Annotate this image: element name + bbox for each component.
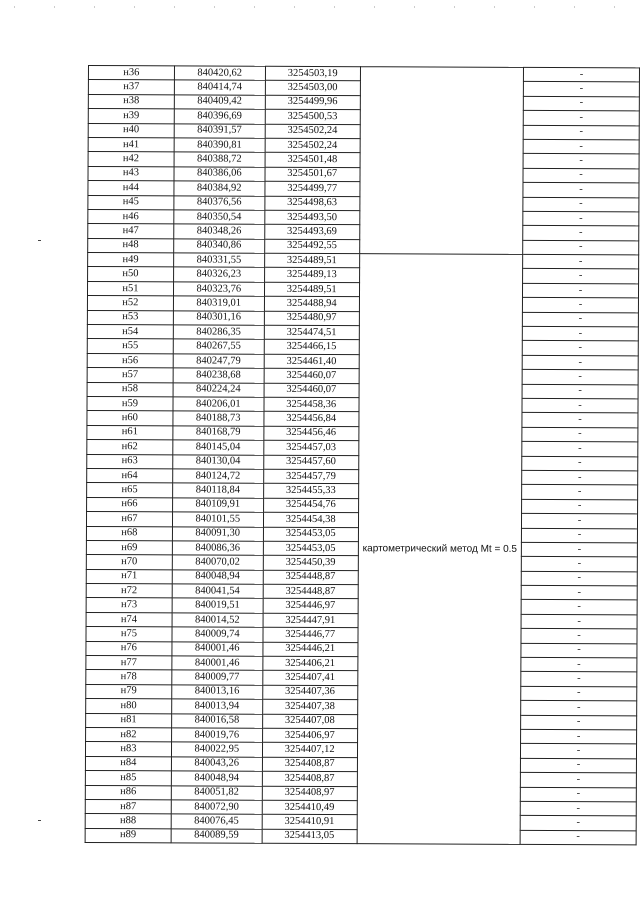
scan-mark bbox=[38, 240, 41, 241]
accuracy-cell: - bbox=[522, 456, 638, 471]
x-coordinate-cell: 840022,95 bbox=[171, 742, 262, 757]
x-coordinate-cell: 840130,04 bbox=[173, 454, 264, 469]
point-name-cell: н63 bbox=[87, 454, 173, 469]
accuracy-cell: - bbox=[524, 67, 640, 82]
accuracy-cell: - bbox=[521, 758, 637, 773]
point-name-cell: н65 bbox=[87, 483, 173, 498]
x-coordinate-cell: 840009,74 bbox=[172, 627, 263, 642]
x-coordinate-cell: 840326,23 bbox=[173, 267, 264, 282]
accuracy-cell: - bbox=[523, 96, 639, 111]
accuracy-cell: - bbox=[521, 585, 637, 600]
x-coordinate-cell: 840376,56 bbox=[174, 195, 265, 210]
x-coordinate-cell: 840118,84 bbox=[172, 483, 263, 498]
point-name-cell: н47 bbox=[88, 224, 174, 239]
x-coordinate-cell: 840016,58 bbox=[171, 713, 262, 728]
y-coordinate-cell: 3254446,77 bbox=[263, 628, 358, 643]
accuracy-cell: - bbox=[522, 470, 638, 485]
accuracy-cell: - bbox=[522, 384, 638, 399]
method-cell bbox=[357, 254, 523, 845]
point-name-cell: н41 bbox=[88, 137, 174, 152]
accuracy-cell: - bbox=[520, 773, 636, 788]
accuracy-cell: - bbox=[523, 298, 639, 313]
x-coordinate-cell: 840043,26 bbox=[171, 757, 262, 772]
y-coordinate-cell: 3254406,97 bbox=[262, 728, 357, 743]
point-name-cell: н56 bbox=[87, 353, 173, 368]
point-name-cell: н79 bbox=[86, 684, 172, 699]
method-text bbox=[360, 160, 522, 161]
x-coordinate-cell: 840301,16 bbox=[173, 311, 264, 326]
y-coordinate-cell: 3254489,13 bbox=[264, 268, 359, 283]
y-coordinate-cell: 3254454,76 bbox=[263, 498, 358, 513]
x-coordinate-cell: 840124,72 bbox=[173, 469, 264, 484]
x-coordinate-cell: 840014,52 bbox=[172, 613, 263, 628]
accuracy-cell: - bbox=[522, 413, 638, 428]
accuracy-cell: - bbox=[523, 125, 639, 140]
x-coordinate-cell: 840224,24 bbox=[173, 382, 264, 397]
accuracy-cell: - bbox=[521, 643, 637, 658]
coordinates-table bbox=[85, 65, 640, 845]
x-coordinate-cell: 840386,06 bbox=[174, 167, 265, 182]
accuracy-cell: - bbox=[523, 269, 639, 284]
point-name-cell: н48 bbox=[88, 238, 174, 253]
x-coordinate-cell: 840391,57 bbox=[174, 123, 265, 138]
point-name-cell: н62 bbox=[87, 440, 173, 455]
accuracy-cell: - bbox=[523, 283, 639, 298]
point-name-cell: н77 bbox=[86, 656, 172, 671]
y-coordinate-cell: 3254453,05 bbox=[263, 541, 358, 556]
y-coordinate-cell: 3254503,00 bbox=[265, 81, 360, 96]
y-coordinate-cell: 3254453,05 bbox=[263, 527, 358, 542]
accuracy-cell: - bbox=[521, 614, 637, 629]
y-coordinate-cell: 3254466,15 bbox=[264, 340, 359, 355]
point-name-cell: н50 bbox=[88, 267, 174, 282]
x-coordinate-cell: 840019,76 bbox=[171, 728, 262, 743]
x-coordinate-cell: 840048,94 bbox=[171, 771, 262, 786]
accuracy-cell: - bbox=[522, 528, 638, 543]
point-name-cell: н68 bbox=[86, 526, 172, 541]
scan-artifact-dots bbox=[0, 6, 640, 8]
accuracy-cell: - bbox=[523, 154, 639, 169]
x-coordinate-cell: 840041,54 bbox=[172, 584, 263, 599]
accuracy-cell: - bbox=[521, 657, 637, 672]
x-coordinate-cell: 840409,42 bbox=[174, 95, 265, 110]
point-name-cell: н86 bbox=[85, 785, 171, 800]
y-coordinate-cell: 3254407,38 bbox=[262, 699, 357, 714]
point-name-cell: н57 bbox=[87, 368, 173, 383]
x-coordinate-cell: 840390,81 bbox=[174, 138, 265, 153]
point-name-cell: н52 bbox=[87, 296, 173, 311]
x-coordinate-cell: 840323,76 bbox=[173, 282, 264, 297]
point-name-cell: н80 bbox=[86, 699, 172, 714]
x-coordinate-cell: 840013,16 bbox=[172, 685, 263, 700]
y-coordinate-cell: 3254456,84 bbox=[264, 412, 359, 427]
accuracy-cell: - bbox=[522, 427, 638, 442]
y-coordinate-cell: 3254408,87 bbox=[262, 757, 357, 772]
y-coordinate-cell: 3254457,60 bbox=[263, 455, 358, 470]
accuracy-cell: - bbox=[520, 816, 636, 831]
x-coordinate-cell: 840286,35 bbox=[173, 325, 264, 340]
y-coordinate-cell: 3254410,49 bbox=[262, 800, 357, 815]
accuracy-cell: - bbox=[521, 629, 637, 644]
y-coordinate-cell: 3254413,05 bbox=[262, 829, 357, 844]
accuracy-cell: - bbox=[523, 82, 639, 97]
x-coordinate-cell: 840340,86 bbox=[174, 239, 265, 254]
point-name-cell: н44 bbox=[88, 181, 174, 196]
point-name-cell: н42 bbox=[88, 152, 174, 167]
x-coordinate-cell: 840013,94 bbox=[171, 699, 262, 714]
point-name-cell: н55 bbox=[87, 339, 173, 354]
x-coordinate-cell: 840145,04 bbox=[173, 440, 264, 455]
point-name-cell: н45 bbox=[88, 195, 174, 210]
x-coordinate-cell: 840188,73 bbox=[173, 411, 264, 426]
point-name-cell: н78 bbox=[86, 670, 172, 685]
accuracy-cell: - bbox=[522, 355, 638, 370]
point-name-cell: н54 bbox=[87, 325, 173, 340]
y-coordinate-cell: 3254407,41 bbox=[263, 671, 358, 686]
y-coordinate-cell: 3254502,24 bbox=[265, 138, 360, 153]
x-coordinate-cell: 840384,92 bbox=[174, 181, 265, 196]
x-coordinate-cell: 840009,77 bbox=[172, 670, 263, 685]
point-name-cell: н61 bbox=[87, 425, 173, 440]
y-coordinate-cell: 3254406,21 bbox=[263, 656, 358, 671]
y-coordinate-cell: 3254493,50 bbox=[265, 210, 360, 225]
x-coordinate-cell: 840070,02 bbox=[172, 555, 263, 570]
x-coordinate-cell: 840319,01 bbox=[173, 296, 264, 311]
x-coordinate-cell: 840267,55 bbox=[173, 339, 264, 354]
y-coordinate-cell: 3254501,67 bbox=[265, 167, 360, 182]
y-coordinate-cell: 3254448,87 bbox=[263, 584, 358, 599]
accuracy-cell: - bbox=[523, 139, 639, 154]
point-name-cell: н71 bbox=[86, 569, 172, 584]
y-coordinate-cell: 3254503,19 bbox=[265, 66, 360, 81]
point-name-cell: н43 bbox=[88, 166, 174, 181]
y-coordinate-cell: 3254499,96 bbox=[265, 95, 360, 110]
accuracy-cell: - bbox=[521, 600, 637, 615]
x-coordinate-cell: 840109,91 bbox=[172, 498, 263, 513]
point-name-cell: н58 bbox=[87, 382, 173, 397]
accuracy-cell: - bbox=[521, 571, 637, 586]
y-coordinate-cell: 3254489,51 bbox=[264, 253, 359, 268]
method-text: картометрический метод Mt = 0.5 bbox=[362, 542, 518, 555]
y-coordinate-cell: 3254488,94 bbox=[264, 297, 359, 312]
x-coordinate-cell: 840350,54 bbox=[174, 210, 265, 225]
point-name-cell: н40 bbox=[88, 123, 174, 138]
point-name-cell: н70 bbox=[86, 555, 172, 570]
x-coordinate-cell: 840019,51 bbox=[172, 598, 263, 613]
method-cell bbox=[359, 67, 523, 255]
y-coordinate-cell: 3254456,46 bbox=[264, 426, 359, 441]
x-coordinate-cell: 840396,69 bbox=[174, 109, 265, 124]
y-coordinate-cell: 3254408,87 bbox=[262, 771, 357, 786]
y-coordinate-cell: 3254493,69 bbox=[264, 225, 359, 240]
y-coordinate-cell: 3254498,63 bbox=[265, 196, 360, 211]
accuracy-cell: - bbox=[523, 111, 639, 126]
accuracy-cell: - bbox=[523, 168, 639, 183]
accuracy-cell: - bbox=[521, 715, 637, 730]
accuracy-cell: - bbox=[520, 830, 636, 845]
x-coordinate-cell: 840086,36 bbox=[172, 541, 263, 556]
point-name-cell: н69 bbox=[86, 540, 172, 555]
accuracy-cell: - bbox=[521, 557, 637, 572]
accuracy-cell: - bbox=[523, 211, 639, 226]
point-name-cell: н37 bbox=[88, 80, 174, 95]
x-coordinate-cell: 840420,62 bbox=[174, 66, 265, 81]
y-coordinate-cell: 3254499,77 bbox=[265, 181, 360, 196]
x-coordinate-cell: 840331,55 bbox=[173, 253, 264, 268]
point-name-cell: н82 bbox=[86, 727, 172, 742]
y-coordinate-cell: 3254500,53 bbox=[265, 109, 360, 124]
accuracy-cell: - bbox=[521, 686, 637, 701]
point-name-cell: н60 bbox=[87, 411, 173, 426]
accuracy-cell: - bbox=[522, 398, 638, 413]
accuracy-cell: - bbox=[521, 542, 637, 557]
x-coordinate-cell: 840348,26 bbox=[174, 224, 265, 239]
accuracy-cell: - bbox=[522, 442, 638, 457]
y-coordinate-cell: 3254448,87 bbox=[263, 570, 358, 585]
accuracy-cell: - bbox=[520, 801, 636, 816]
accuracy-cell: - bbox=[523, 254, 639, 269]
accuracy-cell: - bbox=[521, 701, 637, 716]
x-coordinate-cell: 840168,79 bbox=[173, 426, 264, 441]
y-coordinate-cell: 3254460,07 bbox=[264, 383, 359, 398]
accuracy-cell: - bbox=[523, 197, 639, 212]
point-name-cell: н53 bbox=[87, 310, 173, 325]
accuracy-cell: - bbox=[522, 370, 638, 385]
point-name-cell: н75 bbox=[86, 627, 172, 642]
point-name-cell: н87 bbox=[85, 799, 171, 814]
point-name-cell: н85 bbox=[85, 771, 171, 786]
y-coordinate-cell: 3254474,51 bbox=[264, 325, 359, 340]
y-coordinate-cell: 3254407,36 bbox=[262, 685, 357, 700]
y-coordinate-cell: 3254410,91 bbox=[262, 815, 357, 830]
point-name-cell: н67 bbox=[86, 512, 172, 527]
y-coordinate-cell: 3254460,07 bbox=[264, 368, 359, 383]
coordinates-table-body bbox=[85, 66, 639, 845]
y-coordinate-cell: 3254480,97 bbox=[264, 311, 359, 326]
point-name-cell: н39 bbox=[88, 109, 174, 124]
accuracy-cell: - bbox=[521, 672, 637, 687]
y-coordinate-cell: 3254447,91 bbox=[263, 613, 358, 628]
point-name-cell: н59 bbox=[87, 396, 173, 411]
accuracy-cell: - bbox=[522, 499, 638, 514]
y-coordinate-cell: 3254446,97 bbox=[263, 599, 358, 614]
y-coordinate-cell: 3254489,51 bbox=[264, 282, 359, 297]
accuracy-cell: - bbox=[522, 326, 638, 341]
x-coordinate-cell: 840414,74 bbox=[174, 80, 265, 95]
point-name-cell: н88 bbox=[85, 814, 171, 829]
point-name-cell: н89 bbox=[85, 828, 171, 843]
y-coordinate-cell: 3254455,33 bbox=[263, 484, 358, 499]
x-coordinate-cell: 840388,72 bbox=[174, 152, 265, 167]
y-coordinate-cell: 3254407,12 bbox=[262, 743, 357, 758]
y-coordinate-cell: 3254408,97 bbox=[262, 786, 357, 801]
accuracy-cell: - bbox=[523, 226, 639, 241]
point-name-cell: н36 bbox=[88, 66, 174, 81]
accuracy-cell: - bbox=[523, 183, 639, 198]
accuracy-cell: - bbox=[521, 729, 637, 744]
x-coordinate-cell: 840051,82 bbox=[171, 785, 262, 800]
x-coordinate-cell: 840048,94 bbox=[172, 570, 263, 585]
y-coordinate-cell: 3254446,21 bbox=[263, 642, 358, 657]
y-coordinate-cell: 3254461,40 bbox=[264, 354, 359, 369]
x-coordinate-cell: 840206,01 bbox=[173, 397, 264, 412]
accuracy-cell: - bbox=[522, 312, 638, 327]
point-name-cell: н83 bbox=[85, 742, 171, 757]
point-name-cell: н64 bbox=[87, 468, 173, 483]
x-coordinate-cell: 840247,79 bbox=[173, 354, 264, 369]
point-name-cell: н72 bbox=[86, 584, 172, 599]
y-coordinate-cell: 3254457,79 bbox=[263, 469, 358, 484]
x-coordinate-cell: 840001,46 bbox=[172, 641, 263, 656]
x-coordinate-cell: 840238,68 bbox=[173, 368, 264, 383]
x-coordinate-cell: 840089,59 bbox=[171, 829, 262, 844]
x-coordinate-cell: 840072,90 bbox=[171, 800, 262, 815]
x-coordinate-cell: 840076,45 bbox=[171, 814, 262, 829]
point-name-cell: н66 bbox=[87, 497, 173, 512]
accuracy-cell: - bbox=[523, 240, 639, 255]
point-name-cell: н81 bbox=[86, 713, 172, 728]
point-name-cell: н51 bbox=[87, 281, 173, 296]
point-name-cell: н74 bbox=[86, 612, 172, 627]
x-coordinate-cell: 840001,46 bbox=[172, 656, 263, 671]
point-name-cell: н76 bbox=[86, 641, 172, 656]
point-name-cell: н38 bbox=[88, 94, 174, 109]
point-name-cell: н49 bbox=[88, 253, 174, 268]
x-coordinate-cell: 840091,30 bbox=[172, 526, 263, 541]
point-name-cell: н84 bbox=[85, 756, 171, 771]
scan-mark bbox=[38, 820, 41, 821]
point-name-cell: н73 bbox=[86, 598, 172, 613]
accuracy-cell: - bbox=[522, 341, 638, 356]
y-coordinate-cell: 3254492,55 bbox=[264, 239, 359, 254]
y-coordinate-cell: 3254457,03 bbox=[264, 440, 359, 455]
accuracy-cell: - bbox=[522, 485, 638, 500]
accuracy-cell: - bbox=[521, 744, 637, 759]
point-name-cell: н46 bbox=[88, 209, 174, 224]
accuracy-cell: - bbox=[520, 787, 636, 802]
y-coordinate-cell: 3254502,24 bbox=[265, 124, 360, 139]
y-coordinate-cell: 3254407,08 bbox=[262, 714, 357, 729]
y-coordinate-cell: 3254454,38 bbox=[263, 512, 358, 527]
y-coordinate-cell: 3254450,39 bbox=[263, 556, 358, 571]
y-coordinate-cell: 3254458,36 bbox=[264, 397, 359, 412]
y-coordinate-cell: 3254501,48 bbox=[265, 153, 360, 168]
accuracy-cell: - bbox=[522, 514, 638, 529]
x-coordinate-cell: 840101,55 bbox=[172, 512, 263, 527]
